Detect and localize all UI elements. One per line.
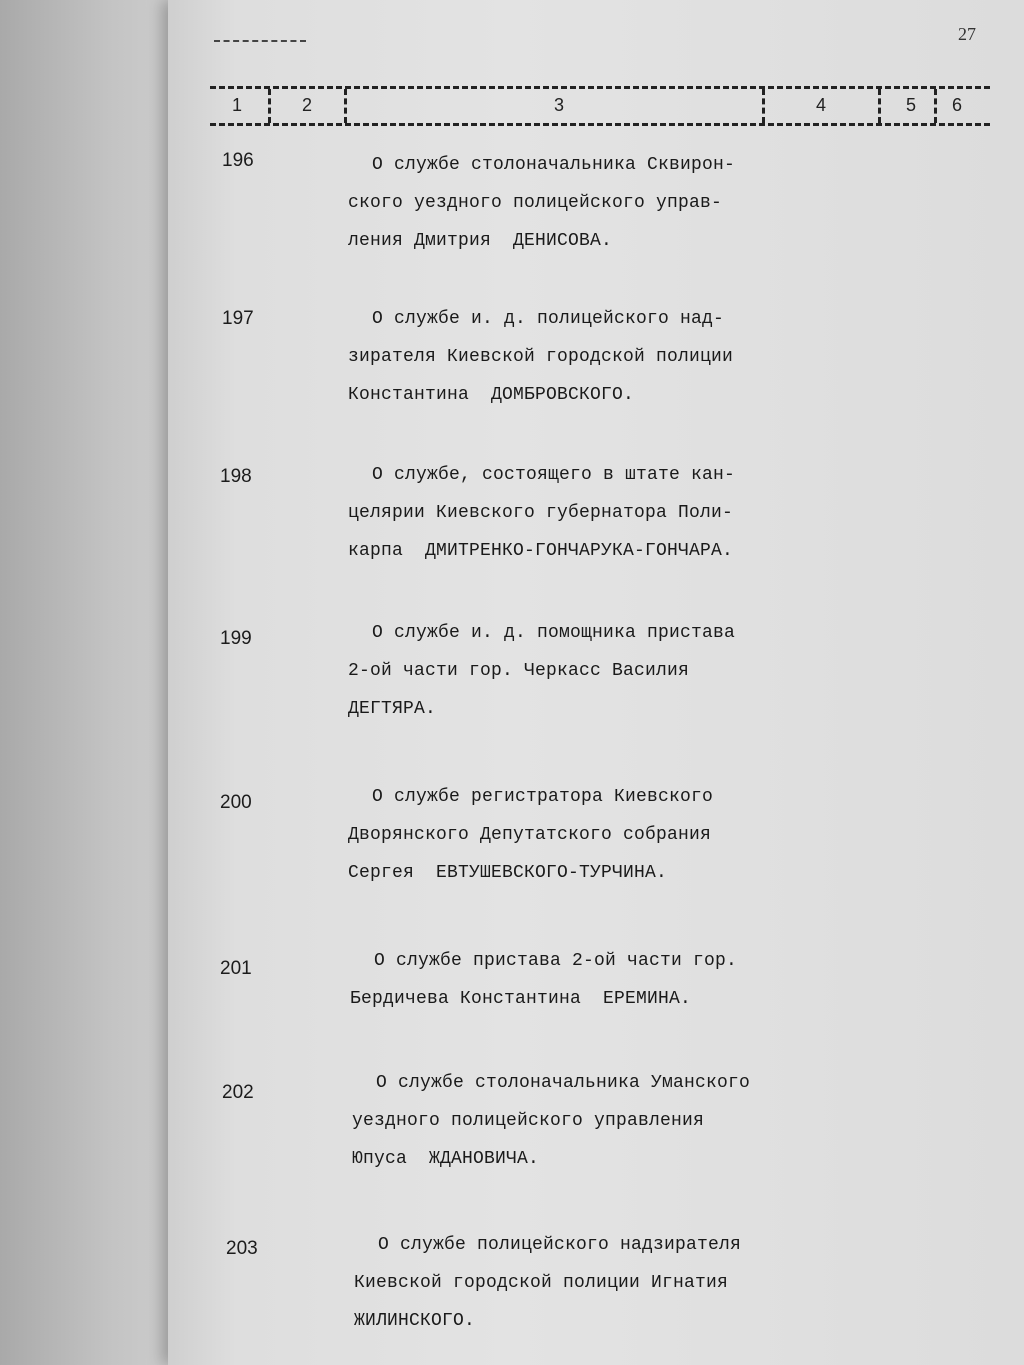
entry-line: целярии Киевского губернатора Поли- bbox=[348, 503, 734, 523]
entry-number: 201 bbox=[220, 958, 252, 979]
previous-page-edge bbox=[0, 0, 190, 1365]
column-1-label: 1 bbox=[232, 95, 243, 115]
column-6-label: 6 bbox=[952, 95, 963, 115]
entry-text bbox=[348, 778, 713, 892]
column-separator bbox=[934, 89, 937, 123]
entry-line: О службе регистратора Киевского bbox=[372, 787, 714, 807]
column-5-label: 5 bbox=[906, 95, 917, 115]
column-header bbox=[210, 86, 990, 126]
entry-line: ского уездного полицейского управ- bbox=[348, 193, 723, 213]
column-separator bbox=[344, 89, 347, 123]
entry-line: ЖИЛИНСКОГО. bbox=[354, 1311, 476, 1331]
entry-line: Юпуса ЖДАНОВИЧА. bbox=[352, 1149, 540, 1169]
entry-text bbox=[352, 1064, 750, 1178]
entry-text bbox=[348, 300, 733, 414]
entry-line: зирателя Киевской городской полиции bbox=[348, 347, 734, 367]
entry-line: О службе, состоящего в штате кан- bbox=[372, 465, 736, 485]
entry-text bbox=[348, 614, 735, 728]
entry-text bbox=[354, 1226, 741, 1340]
entry-line: Константина ДОМБРОВСКОГО. bbox=[348, 385, 635, 405]
column-3-label: 3 bbox=[554, 95, 565, 115]
column-separator bbox=[878, 89, 881, 123]
entry-line: О службе столоначальника Уманского bbox=[376, 1073, 751, 1093]
entry-line: О службе полицейского надзирателя bbox=[378, 1235, 742, 1255]
entry-line: ления Дмитрия ДЕНИСОВА. bbox=[348, 231, 613, 251]
entry-line: уездного полицейского управления bbox=[352, 1111, 705, 1131]
entry-line: Бердичева Константина ЕРЕМИНА. bbox=[350, 989, 692, 1009]
column-separator bbox=[268, 89, 271, 123]
entry-line: карпа ДМИТРЕНКО-ГОНЧАРУКА-ГОНЧАРА. bbox=[348, 541, 734, 561]
entry-line: Киевской городской полиции Игнатия bbox=[354, 1273, 729, 1293]
entry-line: Сергея ЕВТУШЕВСКОГО-ТУРЧИНА. bbox=[348, 863, 668, 883]
entry-line: 2-ой части гор. Черкасс Василия bbox=[348, 661, 690, 681]
entry-number: 203 bbox=[226, 1238, 258, 1259]
entry-line: Дворянского Депутатского собрания bbox=[348, 825, 712, 845]
top-dash-line bbox=[214, 40, 306, 42]
entry-line: ДЕГТЯРА. bbox=[348, 699, 437, 719]
entry-text bbox=[348, 456, 735, 570]
entry-number: 200 bbox=[220, 792, 252, 813]
entry-number: 202 bbox=[222, 1082, 254, 1103]
entry-number: 197 bbox=[222, 308, 254, 329]
column-4-label: 4 bbox=[816, 95, 827, 115]
entry-line: О службе и. д. помощника пристава bbox=[372, 623, 736, 643]
entry-number: 198 bbox=[220, 466, 252, 487]
entry-line: О службе и. д. полицейского над- bbox=[372, 309, 725, 329]
entry-line: О службе столоначальника Сквирон- bbox=[372, 155, 736, 175]
column-2-label: 2 bbox=[302, 95, 313, 115]
column-separator bbox=[762, 89, 765, 123]
page-number: 27 bbox=[958, 24, 976, 44]
entry-text bbox=[350, 942, 737, 1018]
entry-number: 196 bbox=[222, 150, 254, 171]
entry-line: О службе пристава 2-ой части гор. bbox=[374, 951, 738, 971]
entry-text bbox=[348, 146, 735, 260]
entry-number: 199 bbox=[220, 628, 252, 649]
